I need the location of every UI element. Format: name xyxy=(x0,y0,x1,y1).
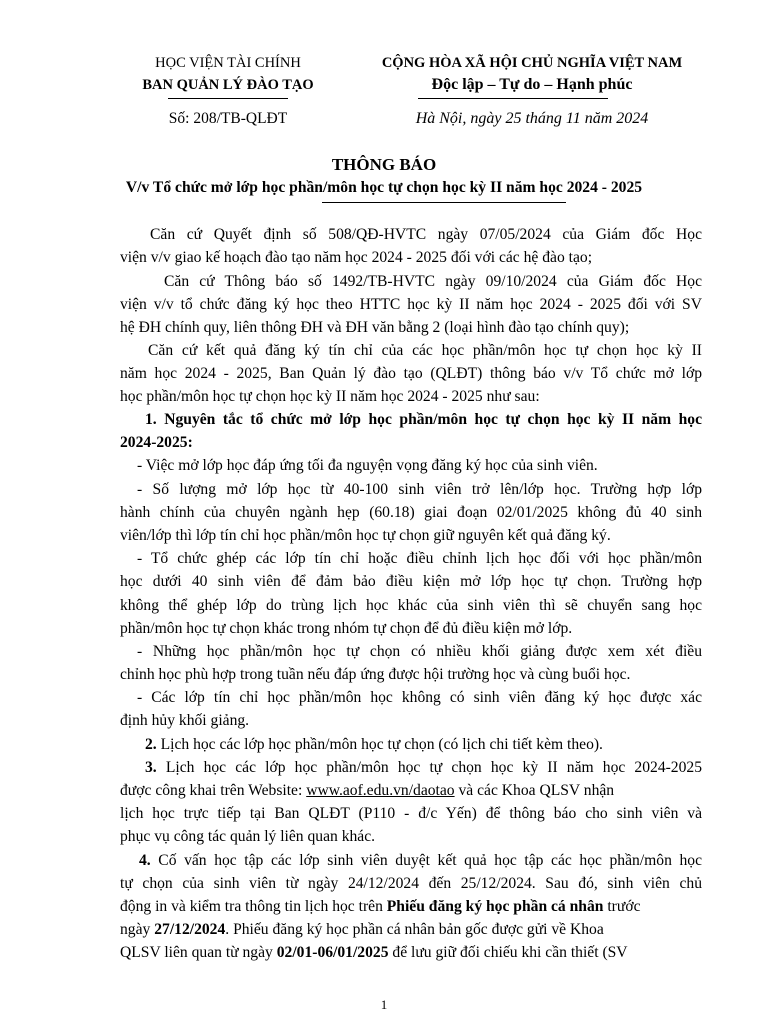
bullet-line: học dưới 40 sinh viên để đảm bảo điều kiện mở lớp học tự chọn. Trường hợp xyxy=(120,573,702,590)
paragraph-line: hệ ĐH chính quy, liên thông ĐH và ĐH văn bằng 2 (loại hình đào tạo chính quy); xyxy=(120,319,630,336)
emphasis: 02/01-06/01/2025 xyxy=(276,944,389,961)
bullet-line: - Số lượng mở lớp học từ 40-100 sinh viên trở lên/lớp học. Trường hợp lớp xyxy=(137,481,702,498)
document-number: Số: 208/TB-QLĐT xyxy=(168,110,288,127)
document-subject: V/v Tổ chức mở lớp học phần/môn học tự chọn học kỳ II năm học 2024 - 2025 xyxy=(125,179,643,196)
emphasis: 27/12/2024 xyxy=(154,921,226,938)
bullet-line: định hủy khối giảng. xyxy=(120,712,250,729)
paragraph-line: viện v/v tổ chức đăng ký học theo HTTC học kỳ II năm học 2024 - 2025 đối với SV xyxy=(120,296,702,313)
section-4-line xyxy=(120,943,702,963)
emphasis: Phiếu đăng ký học phần cá nhân xyxy=(386,898,604,915)
section-number: 4. xyxy=(139,852,151,869)
section-number: 3. xyxy=(145,759,157,776)
bullet-line: - Tổ chức ghép các lớp tín chỉ hoặc điều chỉnh lịch học đối với học phần/môn xyxy=(137,550,702,567)
section-4-line xyxy=(139,851,702,871)
page-number: 1 xyxy=(380,997,388,1012)
section-heading: 2024-2025: xyxy=(120,434,193,451)
section-3-line: phục vụ công tác quản lý liên quan khác. xyxy=(120,828,376,845)
motto-underline xyxy=(418,98,608,99)
bullet-line: phần/môn học tự chọn khác trong nhóm tự chọn để đủ điều kiện mở lớp. xyxy=(120,620,573,637)
section-3-line: lịch học trực tiếp tại Ban QLĐT (P110 - đ/c Yến) để thông báo cho sinh viên và xyxy=(120,805,702,822)
subject-underline xyxy=(322,202,566,203)
bullet-line: chỉnh học phù hợp trong tuần nếu đáp ứng được hội trường học và cùng buổi học. xyxy=(120,666,631,683)
document-title: THÔNG BÁO xyxy=(331,155,437,174)
org-underline xyxy=(168,98,288,99)
org-name: HỌC VIỆN TÀI CHÍNH xyxy=(155,55,301,71)
section-4-line xyxy=(120,897,702,917)
paragraph-line: Căn cứ kết quả đăng ký tín chỉ của các học phần/môn học tự chọn học kỳ II xyxy=(148,342,702,359)
national-motto: Độc lập – Tự do – Hạnh phúc xyxy=(431,76,633,93)
paragraph-line: học phần/môn học tự chọn học kỳ II năm học 2024 - 2025 như sau: xyxy=(120,388,540,405)
section-text: động in và kiểm tra thông tin lịch học trên xyxy=(120,898,387,915)
section-number: 2. xyxy=(145,736,157,753)
section-text: . Phiếu đăng ký học phần cá nhân bản gốc được gửi về Khoa xyxy=(225,921,604,938)
paragraph-line: Căn cứ Thông báo số 1492/TB-HVTC ngày 09/10/2024 của Giám đốc Học xyxy=(164,273,702,290)
bullet-line: không thể ghép lớp do trùng lịch học khác của sinh viên thì sẽ chuyển sang học xyxy=(120,597,702,614)
section-3-line xyxy=(145,758,702,778)
bullet-line: - Các lớp tín chỉ học phần/môn học không có sinh viên đăng ký học được xác xyxy=(137,689,702,706)
paragraph-line: năm học 2024 - 2025, Ban Quản lý đào tạo (QLĐT) thông báo v/v Tổ chức mở lớp xyxy=(120,365,702,382)
bullet-line: - Việc mở lớp học đáp ứng tối đa nguyện vọng đăng ký học của sinh viên. xyxy=(137,457,598,474)
section-text: trước xyxy=(603,898,641,915)
paragraph-line: Căn cứ Quyết định số 508/QĐ-HVTC ngày 07/05/2024 của Giám đốc Học xyxy=(150,226,702,243)
section-3-line xyxy=(120,781,702,801)
org-department: BAN QUẢN LÝ ĐÀO TẠO xyxy=(142,77,314,93)
place-date: Hà Nội, ngày 25 tháng 11 năm 2024 xyxy=(415,110,649,127)
section-heading: 1. Nguyên tắc tổ chức mở lớp học phần/môn học tự chọn học kỳ II năm học xyxy=(145,411,702,428)
section-4-line: tự chọn của sinh viên từ ngày 24/12/2024 đến 25/12/2024. Sau đó, sinh viên chủ xyxy=(120,875,702,892)
bullet-line: viên/lớp thì lớp tín chỉ học phần/môn học tự chọn giữ nguyên kết quả đăng ký. xyxy=(120,527,611,544)
paragraph-line: viện v/v giao kế hoạch đào tạo năm học 2024 - 2025 đối với các hệ đào tạo; xyxy=(120,249,593,266)
section-text: được công khai trên Website: xyxy=(120,782,307,799)
bullet-line: hành chính của chuyên ngành hẹp (60.18) giai đoạn 02/01/2025 không đủ 40 sinh xyxy=(120,504,702,521)
country-name: CỘNG HÒA XÃ HỘI CHỦ NGHĨA VIỆT NAM xyxy=(381,55,683,71)
section-4-line xyxy=(120,920,702,940)
website-link[interactable]: www.aof.edu.vn/daotao xyxy=(306,782,455,799)
bullet-line: - Những học phần/môn học tự chọn có nhiều khối giảng được xem xét điều xyxy=(137,643,702,660)
section-text: Lịch học các lớp học phần/môn học tự chọn học kỳ II năm học 2024-2025 xyxy=(156,759,702,776)
section-2 xyxy=(145,735,727,755)
section-text: QLSV liên quan từ ngày xyxy=(120,944,277,961)
section-text: Cố vấn học tập các lớp sinh viên duyệt kết quả học tập các học phần/môn học xyxy=(150,852,702,869)
section-text: để lưu giữ đối chiếu khi cần thiết (SV xyxy=(388,944,628,961)
section-text: Lịch học các lớp học phần/môn học tự chọn (có lịch chi tiết kèm theo). xyxy=(156,736,603,753)
section-text: ngày xyxy=(120,921,155,938)
section-text: và các Khoa QLSV nhận xyxy=(454,782,615,799)
